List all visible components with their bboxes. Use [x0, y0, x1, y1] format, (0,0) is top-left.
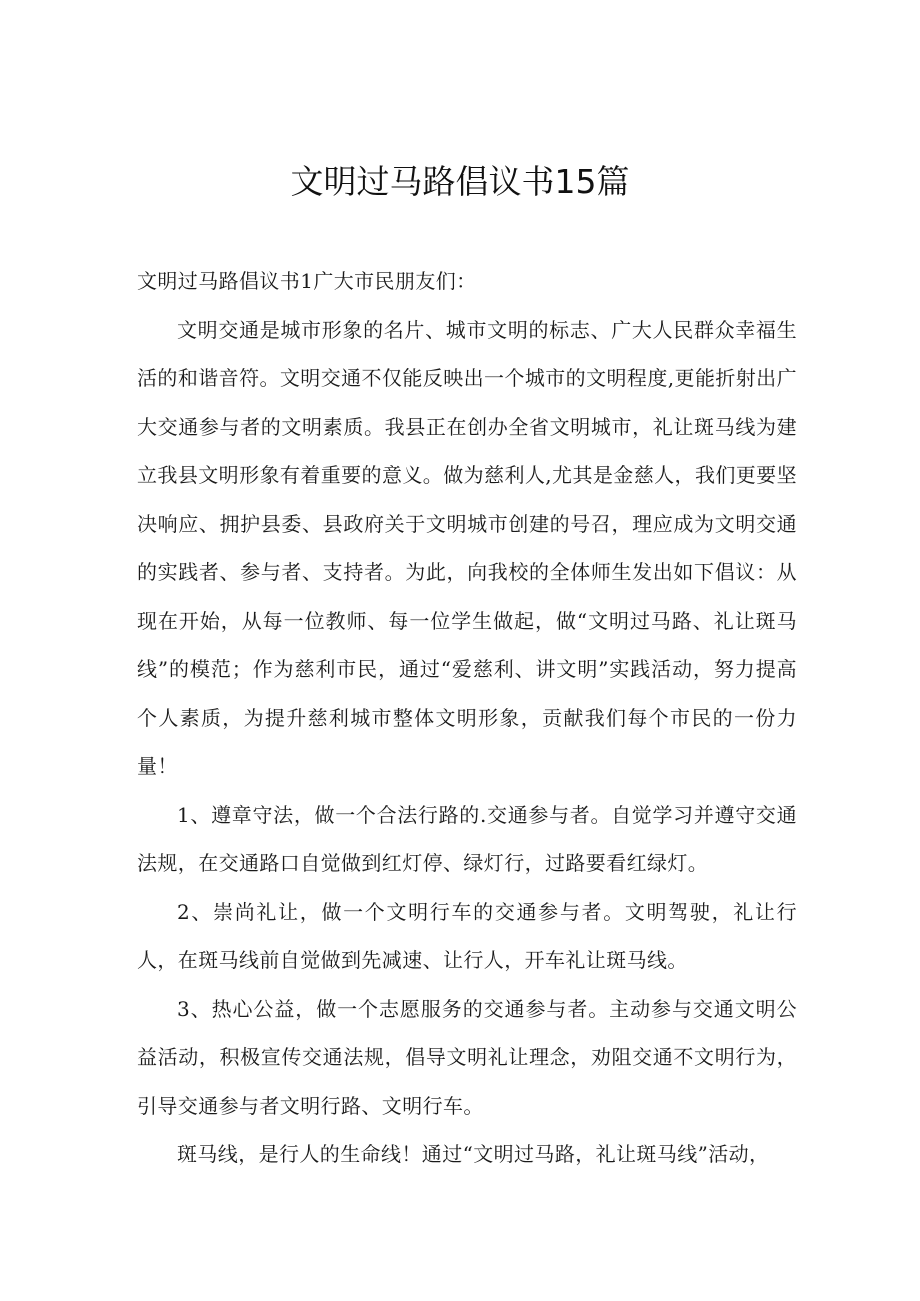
paragraph-item-2: 2、崇尚礼让，做一个文明行车的交通参与者。文明驾驶，礼让行人，在斑马线前自觉做到先减速、让行人，开车礼让斑马线。 [137, 899, 797, 972]
paragraph-item-1: 1、遵章守法，做一个合法行路的.交通参与者。自觉学习并遵守交通法规，在交通路口自觉做到红灯停、绿灯行，过路要看红绿灯。 [137, 802, 797, 875]
paragraph-intro: 文明交通是城市形象的名片、城市文明的标志、广大人民群众幸福生活的和谐音符。文明交通不仅能反映出一个城市的文明程度,更能折射出广大交通参与者的文明素质。我县正在创办全省文明城市，礼让斑马线为建立我县文明形象有着重要的意义。做为慈利人,尤其是金慈人，我们更要坚决响应、拥护县委、县政府关于文明城市创建的号召，理应成为文明交通的实践者、参与者、支持者。为此，向我校的全体师生发出如下倡议：从现在开始，从每一位教师、每一位学生做起，做“文明过马路、礼让斑马线”的模范；作为慈利市民，通过“爱慈利、讲文明”实践活动，努力提高个人素质，为提升慈利城市整体文明形象，贡献我们每个市民的一份力量！ [137, 317, 797, 778]
document-title: 文明过马路倡议书15篇 [290, 162, 630, 201]
document-body [137, 257, 797, 1179]
opening-line: 文明过马路倡议书1广大市民朋友们： [137, 269, 477, 293]
paragraph-item-3: 3、热心公益，做一个志愿服务的交通参与者。主动参与交通文明公益活动，积极宣传交通法规，倡导文明礼让理念，劝阻交通不文明行为，引导交通参与者文明行路、文明行车。 [137, 996, 797, 1118]
paragraph-closing: 斑马线，是行人的生命线！通过“文明过马路，礼让斑马线”活动， [177, 1142, 770, 1166]
